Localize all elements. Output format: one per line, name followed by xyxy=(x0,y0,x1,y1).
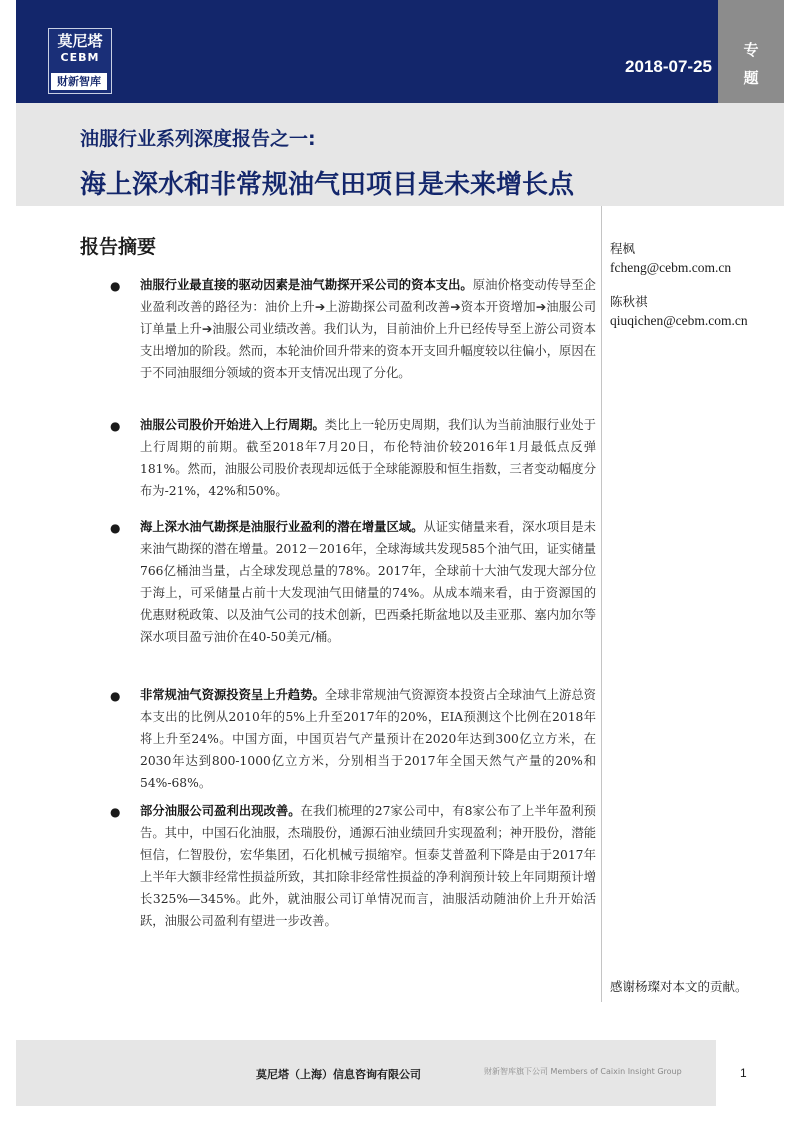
analyst-1-name: 程枫 xyxy=(610,241,636,256)
bullet-dot: ● xyxy=(110,805,121,819)
header-band xyxy=(16,0,718,103)
logo-chinese-name: 莫尼塔 xyxy=(57,32,103,50)
bullet-dot: ● xyxy=(110,279,121,293)
paragraph-body: 类比上一轮历史周期，我们认为当前油服行业处于上行周期的前期。截至2018年7月20日，布伦特油价较2016年1月最低点反弹181%。然而，油服公司股价表现却远低于全球能源股和恒生指数，三者变动幅度分布为-21%，42%和50%。 xyxy=(140,418,596,498)
paragraph-body: 全球非常规油气资源资本投资占全球油气上游总资本支出的比例从2010年的5%上升至2017年的20%，EIA预测这个比例在2018年将上升至24%。中国方面，中国页岩气产量预计在2020年达到300亿立方米，在2030年达到800-1000亿立方米，分别相当于2017年全国天然气产量的20%和54%-68%。 xyxy=(140,688,596,790)
paragraph-lead: 非常规油气资源投资呈上升趋势。 xyxy=(140,688,325,702)
summary-paragraph-1 xyxy=(140,274,596,384)
analyst-2-email[interactable]: qiuqichen@cebm.com.cn xyxy=(610,313,748,328)
acknowledgement: 感谢杨璨对本文的贡献。 xyxy=(610,979,748,994)
logo-english-name: CEBM xyxy=(60,51,100,64)
column-divider xyxy=(601,206,602,1002)
report-type-tag xyxy=(718,0,784,103)
report-date: 2018-07-25 xyxy=(625,57,712,76)
analyst-2-name: 陈秋祺 xyxy=(610,294,648,309)
bullet-dot: ● xyxy=(110,521,121,535)
footer-group: 财新智库旗下公司 Members of Caixin Insight Group xyxy=(484,1067,682,1076)
tag-char-2: 题 xyxy=(743,69,759,87)
bullet-dot: ● xyxy=(110,419,121,433)
paragraph-lead: 油服公司股价开始进入上行周期。 xyxy=(140,418,325,432)
summary-paragraph-4 xyxy=(140,684,596,794)
summary-paragraph-5 xyxy=(140,800,596,932)
paragraph-body: 原油价格变动传导至企业盈利改善的路径为：油价上升➔上游勘探公司盈利改善➔资本开资增加➔油服公司订单量上升➔油服公司业绩改善。我们认为，目前油价上升已经传导至上游公司资本支出增加的阶段。然而，本轮油价回升带来的资本开支回升幅度较以往偏小，原因在于不同油服细分领域的资本开支情况出现了分化。 xyxy=(140,278,596,380)
summary-paragraph-2 xyxy=(140,414,596,502)
logo-caixin-label: 财新智库 xyxy=(51,73,107,90)
paragraph-body: 从证实储量来看，深水项目是未来油气勘探的潜在增量。2012－2016年，全球海域共发现585个油气田，证实储量766亿桶油当量，占全球发现总量的78%。2017年，全球前十大油气发现大部分位于海上，可采储量占前十大发现油气田储量的74%。从成本端来看，由于资源国的优惠财税政策、以及油气公司的技术创新，巴西桑托斯盆地以及圭亚那、塞内加尔等深水项目盈亏油价在40-50美元/桶。 xyxy=(140,520,596,644)
tag-char-1: 专 xyxy=(743,41,759,59)
summary-heading: 报告摘要 xyxy=(80,236,157,258)
report-title: 海上深水和非常规油气田项目是未来增长点 xyxy=(80,170,575,200)
report-subtitle: 油服行业系列深度报告之一: xyxy=(80,128,316,150)
paragraph-lead: 部分油服公司盈利出现改善。 xyxy=(140,804,301,818)
paragraph-body: 在我们梳理的27家公司中，有8家公布了上半年盈利预告。其中，中国石化油服，杰瑞股份，通源石油业绩回升实现盈利；神开股份，潜能恒信，仁智股份，宏华集团，石化机械亏损缩窄。恒泰艾普盈利下降是由于2017年上半年大额非经常性损益所致，其扣除非经常性损益的净利润预计较上年同期预计增长325%—345%。此外，就油服公司订单情况而言，油服活动随油价上升开始活跃，油服公司盈利有望进一步改善。 xyxy=(140,804,596,928)
summary-paragraph-3 xyxy=(140,516,596,648)
page-number: 1 xyxy=(740,1066,747,1080)
bullet-dot: ● xyxy=(110,689,121,703)
analyst-1-email[interactable]: fcheng@cebm.com.cn xyxy=(610,260,732,275)
paragraph-lead: 油服行业最直接的驱动因素是油气勘探开采公司的资本支出。 xyxy=(140,278,473,292)
cebm-logo xyxy=(48,28,112,94)
footer-company: 莫尼塔（上海）信息咨询有限公司 xyxy=(256,1068,421,1081)
paragraph-lead: 海上深水油气勘探是油服行业盈利的潜在增量区域。 xyxy=(140,520,424,534)
